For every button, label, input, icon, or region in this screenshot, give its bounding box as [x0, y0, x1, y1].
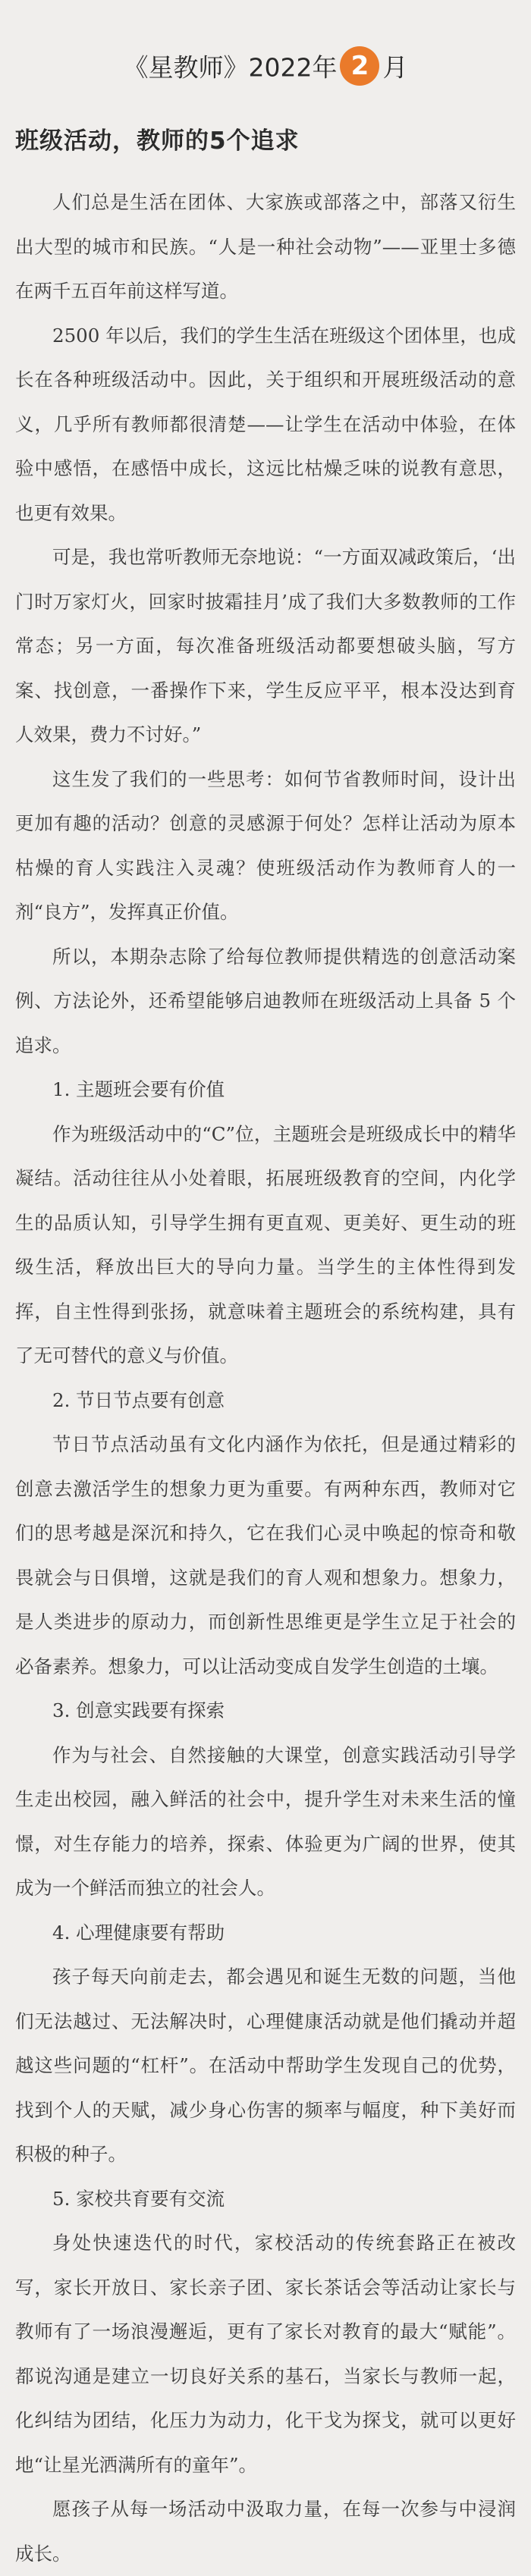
magazine-name: 《星教师》 [123, 52, 249, 83]
paragraph-intro-5: 所以，本期杂志除了给每位教师提供精选的创意活动案例、方法论外，还希望能够启迪教师在班级活动上具备 5 个追求。 [15, 945, 516, 1056]
section-paragraph-2: 节日节点活动虽有文化内涵作为依托，但是通过精彩的创意去激活学生的想象力更为重要。有两种东西，教师对它们的思考越是深沉和持久，它在我们心灵中唤起的惊奇和敬畏就会与日俱增，这就是我们的育人观和想象力。想象力，是人类进步的原动力，而创新性思维更是学生立足于社会的必备素养。想象力，可以让活动变成自发学生创造的土壤。 [15, 1433, 516, 1677]
article-body [15, 180, 516, 2576]
paragraph-intro-2: 2500 年以后，我们的学生生活在班级这个团体里，也成长在各种班级活动中。因此，关于组织和开展班级活动的意义，几乎所有教师都很清楚——让学生在活动中体验，在体验中感悟，在感悟中成长，这远比枯燥乏味的说教有意思，也更有效果。 [15, 324, 516, 524]
paragraph-intro-4: 这生发了我们的一些思考：如何节省教师时间，设计出更加有趣的活动？创意的灵感源于何处？怎样让活动为原本枯燥的育人实践注入灵魂？使班级活动作为教师育人的一剂“良方”，发挥真正价值。 [15, 767, 516, 923]
magazine-masthead [0, 45, 531, 90]
issue-month-badge: 2 [340, 46, 379, 86]
closing-paragraph: 愿孩子从每一场活动中汲取力量，在每一次参与中浸润成长。 [15, 2498, 516, 2565]
paragraph-intro-3: 可是，我也常听教师无奈地说：“一方面双减政策后，‘出门时万家灯火，回家时披霜挂月’成了我们大多数教师的工作常态；另一方面，每次准备班级活动都要想破头脑，写方案、找创意，一番操作下来，学生反应平平，根本没达到育人效果，费力不讨好。” [15, 546, 516, 745]
paragraph-intro-1: 人们总是生活在团体、大家族或部落之中，部落又衍生出大型的城市和民族。“人是一种社会动物”——亚里士多德在两千五百年前这样写道。 [15, 191, 516, 302]
section-paragraph-1: 作为班级活动中的“C”位，主题班会是班级成长中的精华凝结。活动往往从小处着眼，拓展班级教育的空间，内化学生的品质认知，引导学生拥有更直观、更美好、更生动的班级生活，释放出巨大的导向力量。当学生的主体性得到发挥，自主性得到张扬，就意味着主题班会的系统构建，具有了无可替代的意义与价值。 [15, 1122, 516, 1366]
section-paragraph-3: 作为与社会、自然接触的大课堂，创意实践活动引导学生走出校园，融入鲜活的社会中，提升学生对未来生活的憧憬，对生存能力的培养，探索、体验更为广阔的世界，使其成为一个鲜活而独立的社会人。 [15, 1743, 516, 1899]
section-heading-1: 1. 主题班会要有价值 [52, 1078, 225, 1100]
issue-year: 2022年 [248, 52, 338, 83]
section-heading-2: 2. 节日节点要有创意 [52, 1388, 225, 1411]
section-heading-4: 4. 心理健康要有帮助 [52, 1921, 225, 1944]
section-paragraph-4: 孩子每天向前走去，都会遇见和诞生无数的问题，当他们无法越过、无法解决时，心理健康活动就是他们撬动并超越这些问题的“杠杆”。在活动中帮助学生发现自己的优势，找到个人的天赋，减少身心伤害的频率与幅度，种下美好而积极的种子。 [15, 1966, 516, 2165]
section-heading-3: 3. 创意实践要有探索 [52, 1699, 225, 1721]
section-paragraph-5: 身处快速迭代的时代，家校活动的传统套路正在被改写，家长开放日、家长亲子团、家长茶话会等活动让家长与教师有了一场浪漫邂逅，更有了家长对教育的最大“赋能”。都说沟通是建立一切良好关系的基石，当家长与教师一起，化纠结为团结，化压力为动力，化干戈为探戈，就可以更好地“让星光洒满所有的童年”。 [15, 2232, 516, 2476]
section-heading-5: 5. 家校共育要有交流 [52, 2187, 225, 2210]
issue-month-suffix: 月 [382, 52, 408, 83]
article-title: 班级活动，教师的5个追求 [15, 127, 300, 155]
